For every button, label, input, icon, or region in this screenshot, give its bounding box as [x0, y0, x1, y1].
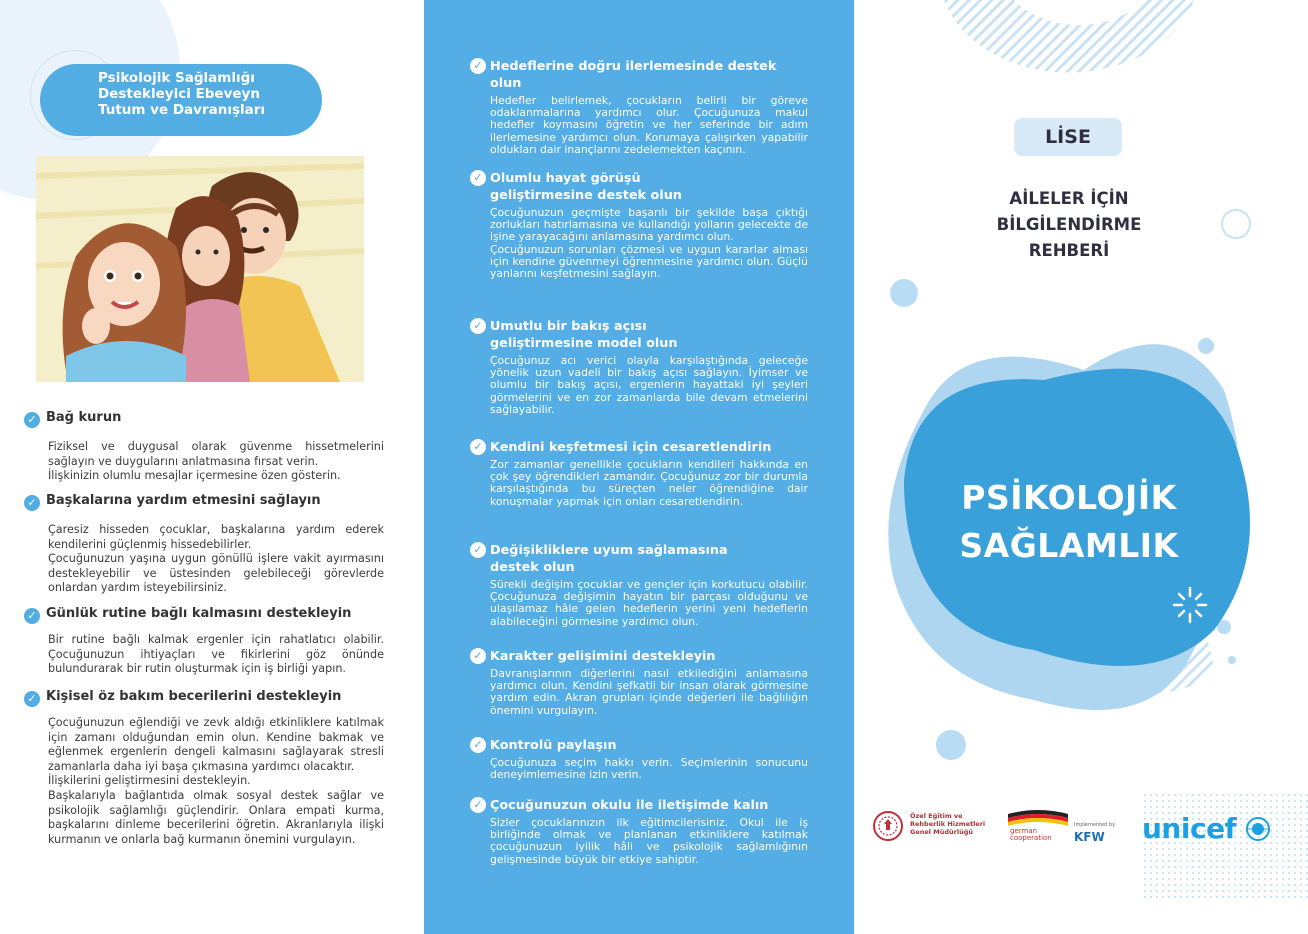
partner-logos — [854, 800, 1308, 860]
checkmark-icon: ✓ — [470, 170, 486, 186]
tip-heading: Kontrolü paylaşın — [490, 738, 617, 753]
cover-title: PSİKOLOJİK SAĞLAMLIK — [959, 478, 1179, 565]
tip-text: Sizler çocuklarınızın ilk eğitimcilerisiniz. Okul ile iş birliğinde olmak ve planlanan etkinliklere katılmak çocuğunuzun iyilik hâli ve psikolojik sağlamlığının gelişmesinde büyük bir etkiye sahiptir. — [490, 816, 808, 866]
section-heading: ✓ Başkalarına yardım etmesini sağlayın — [24, 493, 384, 511]
tip-text: Sürekli değişim çocuklar ve gençler için korkutucu olabilir. Çocuğunuza değişimin hayatın bir parçası olduğunu ve ulaşılamaz hâle gelen hedeflerin yerini yeni hedeflerin alabileceğini görmesine yardımcı olun. — [490, 578, 808, 628]
checkmark-icon: ✓ — [470, 439, 486, 455]
checkmark-icon: ✓ — [24, 495, 40, 511]
family-illustration — [36, 156, 364, 382]
kfw-logo: KFW — [1074, 830, 1105, 844]
checkmark-icon: ✓ — [24, 608, 40, 624]
section-text: Fiziksel ve duygusal olarak güvenme hissetmelerini sağlayın ve duygularını anlatmasına fırsat verin. İlişkinizin olumlu mesajlar içermesine özen gösterin. — [48, 440, 384, 483]
tip-heading: Değişikliklere uyum sağlamasına destek olun — [490, 543, 728, 575]
right-panel — [854, 0, 1308, 934]
tip-text: Çocuğunuza seçim hakkı verin. Seçimlerinin sonucunu deneyimlemesine izin verin. — [490, 756, 808, 782]
tip-heading: Umutlu bir bakış açısı geliştirmesine model olun — [490, 319, 678, 351]
tip-heading: Kendini keşfetmesi için cesaretlendirin — [490, 440, 772, 455]
left-panel — [0, 0, 424, 934]
middle-panel — [424, 0, 854, 934]
section-heading: ✓ Kişisel öz bakım becerilerini destekleyin — [24, 689, 384, 707]
tip-text: Hedefler belirlemek, çocukların belirli bir göreve odaklanmalarına yardımcı olur. Çocuğunuza makul hedefler koymasını öğretin ve her seferinde bir adım ilerlemesine yardımcı olun. Korumaya çalışırken yapabilir oldukları dair inançlarını zedelemekten kaçının. — [490, 94, 808, 156]
checkmark-icon: ✓ — [24, 412, 40, 428]
meb-logo-text: Özel Eğitim ve Rehberlik Hizmetleri Genel Müdürlüğü — [910, 812, 986, 836]
section-text: Çocuğunuzun eğlendiği ve zevk aldığı etkinliklere katılmak için zamanı olduğundan emin olun. Kendine bakmak ve eğlenmek ergenlerin dengeli kalmasını sağlayarak stresli zamanlarla daha iyi başa çıkmasına yardımcı olacaktır. İlişkilerini geliştirmesini destekleyin. Başkalarıyla bağlantıda olmak sosyal destek sağlar ve psikolojik sağlamlığı güçlendirir. Onlara empati kurma, başkalarını dinleme becerilerini öğretin. Akranlarıyla ilişki kurmanın ve onlarla bağ kurmanın önemini vurgulayın. — [48, 716, 384, 846]
tip-heading: Çocuğunuzun okulu ile iletişimde kalın — [490, 798, 769, 813]
section-text: Bir rutine bağlı kalmak ergenler için rahatlatıcı olabilir. Çocuğunuzun ihtiyaçları ve fikirlerini göz önünde bulundurarak bir rutin oluşturmak için iş birliği yapın. — [48, 633, 384, 676]
unicef-emblem-icon — [1245, 816, 1271, 842]
german-cooperation-text: german cooperation — [1010, 827, 1052, 842]
checkmark-icon: ✓ — [470, 58, 486, 74]
checkmark-icon: ✓ — [24, 691, 40, 707]
kfw-caption: Implemented by — [1074, 822, 1116, 828]
tip-text: Zor zamanlar genellikle çocukların kendileri hakkında en çok şey öğrendikleri zamandır. Çocuğunuz zor bir durumla karşılaştığında bu süreçten neler öğrendiğine dair konuşmalar yapmak için onları cesaretlendirin. — [490, 458, 808, 508]
family-illustration-drawing — [36, 156, 364, 382]
checkmark-icon: ✓ — [470, 542, 486, 558]
section-heading: ✓ Bağ kurun — [24, 410, 384, 428]
tip-section — [472, 737, 808, 781]
tip-section — [472, 58, 808, 156]
tip-section — [472, 648, 808, 717]
title-line: Psikolojik Sağlamlığı — [98, 70, 255, 86]
section-heading: ✓ Günlük rutine bağlı kalmasını destekleyin — [24, 606, 384, 624]
meb-logo-icon — [872, 810, 904, 842]
title-line: Tutum ve Davranışları — [98, 102, 266, 118]
parenting-section — [24, 606, 384, 677]
guide-title: AİLELER İÇİN BİLGİLENDİRME REHBERİ — [996, 189, 1142, 260]
tip-heading: Olumlu hayat görüşü geliştirmesine destek olun — [490, 171, 682, 203]
level-badge: LİSE — [1014, 118, 1122, 156]
checkmark-icon: ✓ — [470, 737, 486, 753]
tip-text: Çocuğunuzun geçmişte başarılı bir şekilde başa çıktığı zorlukları hatırlamasına ve kullandığı yolların gelecekte de işine yarayacağını anlamasına yardımcı olun. Çocuğunuzun sorunları çözmesi ve uygun kararlar alması için kendine güvenmeyi öğrenmesine yardımcı olun. Güçlü yanlarını keşfetmesini sağlayın. — [490, 206, 808, 281]
tip-heading: Hedeflerine doğru ilerlemesinde destek olun — [490, 59, 777, 91]
tip-section — [472, 170, 808, 280]
parenting-section — [24, 493, 384, 596]
parenting-section — [24, 410, 384, 484]
checkmark-icon: ✓ — [470, 797, 486, 813]
checkmark-icon: ✓ — [470, 318, 486, 334]
unicef-logo: unicef — [1142, 812, 1271, 845]
german-cooperation-flag-icon — [1008, 810, 1068, 828]
title-line: Destekleyici Ebeveyn — [98, 86, 260, 102]
tip-section — [472, 318, 808, 416]
checkmark-icon: ✓ — [470, 648, 486, 664]
tip-heading: Karakter gelişimini destekleyin — [490, 649, 716, 664]
tip-section — [472, 797, 808, 866]
tip-section — [472, 542, 808, 628]
tip-text: Davranışlarının diğerlerini nasıl etkilediğini anlamasına yardımcı olun. Kendini şefkatli bir insan olarak görmesine yardım edin. Akran grupları içinde değerleri ile bağlılığın önemini vurgulayın. — [490, 667, 808, 717]
section-title-pill — [40, 64, 322, 136]
tip-section — [472, 439, 808, 508]
tip-text: Çocuğunuz acı verici olayla karşılaştığında geleceğe yönelik uzun vadeli bir bakış açısı sağlayın. İyimser ve olumlu bir bakış açısı, ergenlerin hayattaki iyi şeyleri görmelerini ve en zor zamanlarda bile devam etmelerini sağlayabilir. — [490, 354, 808, 416]
parenting-section — [24, 689, 384, 847]
section-text: Çaresiz hisseden çocuklar, başkalarına yardım ederek kendilerini güçlenmiş hissedebilirler. Çocuğunuzun yaşına uygun gönüllü işlere vakit ayırmasını destekleyebilir ve üstesinden gelebileceği görevlerde onlardan yardım isteyebilirsiniz. — [48, 523, 384, 595]
